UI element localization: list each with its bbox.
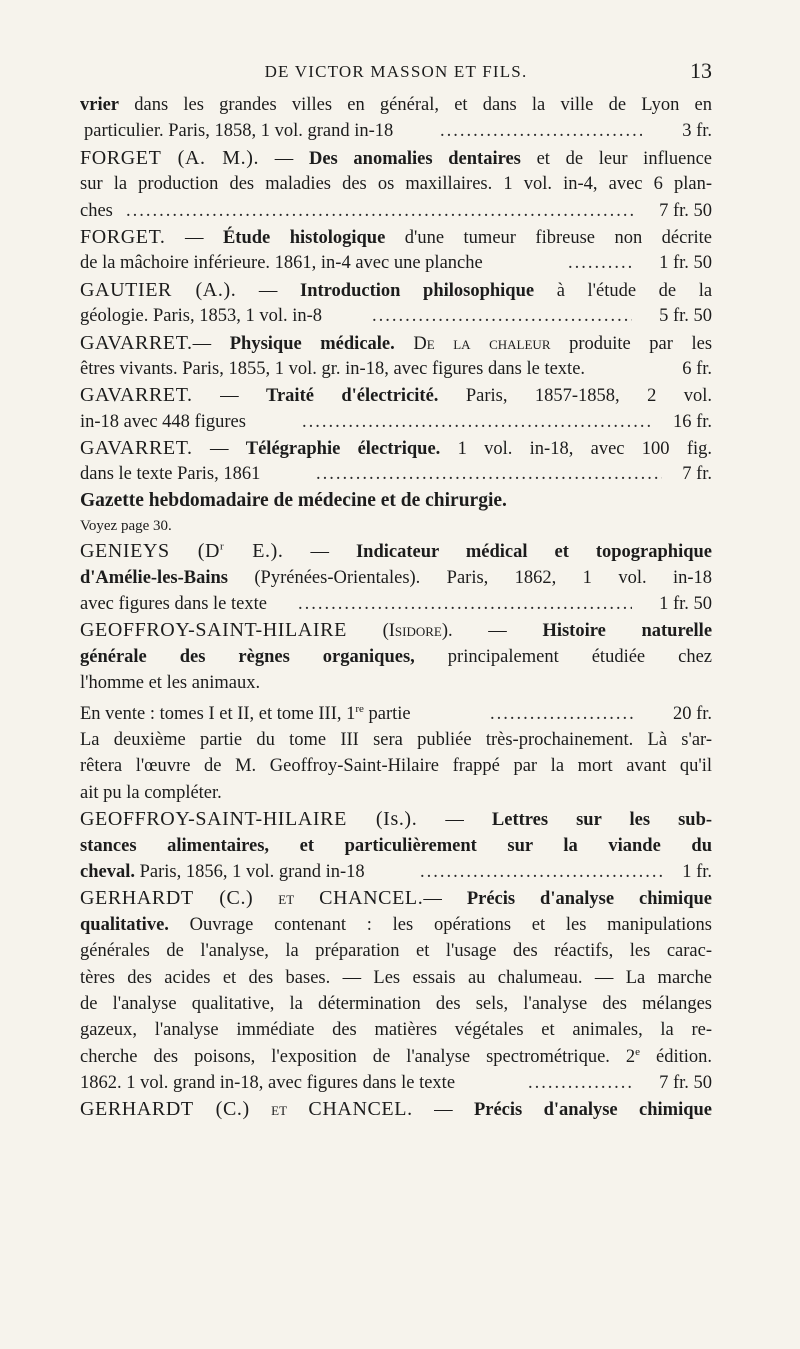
leader-dots [126, 198, 634, 224]
entry-title: Précis d'analyse chimique [466, 889, 712, 910]
entry-line [80, 250, 712, 276]
superscript: re [355, 702, 364, 715]
entry-line [80, 591, 712, 617]
entry-title: Indicateur médical et topographique [355, 542, 713, 563]
entry-text: ait pu la compléter. [80, 782, 222, 803]
entry-text [80, 704, 411, 724]
entry-text: (Pyrénées-Orientales). Paris, 1862, 1 vol. in-18 [254, 567, 713, 588]
entry-text: particulier. Paris, 1858, 1 vol. grand in-18 [84, 121, 394, 142]
entry-title: stances alimentaires, et particulièrement sur la viande du [80, 835, 712, 856]
entry-text: Ouvrage contenant : les opérations et les manipulations [189, 914, 712, 935]
leader-dots [372, 303, 632, 329]
entry-line [80, 727, 712, 753]
entry-line [80, 330, 712, 356]
entry-line [80, 780, 712, 806]
entry-title: Introduction philosophique [300, 280, 535, 301]
entry-line [80, 670, 712, 696]
dash: — [192, 333, 212, 354]
entry-text: l'homme et les animaux. [80, 673, 261, 694]
entry-line [80, 938, 712, 964]
entry-line [80, 859, 712, 885]
entry-title: générale des règnes organiques, [80, 646, 415, 667]
cross-reference-note: Voyez page 30. [80, 518, 172, 535]
entry-author: GEOFFROY-SAINT-HILAIRE (Is.). [80, 808, 418, 831]
entry-price: 7 fr. [682, 464, 712, 485]
entry-title: cheval. [80, 861, 135, 882]
entry-author: FORGET. [80, 225, 166, 248]
entry-author: GAUTIER (A.). [80, 278, 237, 301]
dash: — [310, 542, 329, 563]
entry-line [80, 92, 712, 118]
entry-line [80, 1017, 712, 1043]
entry-line [80, 965, 712, 991]
entry-text: dans les grandes villes en général, et dans la ville de Lyon en [134, 95, 713, 115]
page-number: 13 [690, 58, 712, 83]
entry-author: CHANCEL. [319, 887, 424, 910]
availability-text-end: partie [363, 703, 411, 724]
entry-text: dans le texte Paris, 1861 [80, 464, 261, 485]
entry-price: 6 fr. [682, 358, 712, 379]
entry-price: 16 fr. [672, 411, 712, 432]
entry-price: 3 fr. [682, 121, 712, 142]
leader-dots [298, 591, 632, 617]
conjunction: et [278, 889, 295, 910]
entry-author [80, 540, 284, 562]
entry-author: GAVARRET. [80, 331, 193, 354]
entry-text: sur la production des maladies des os maxillaires. 1 vol. in-4, avec 6 plan- [80, 174, 712, 195]
entry-line [80, 1070, 712, 1096]
entry-author: FORGET (A. M.). [80, 146, 260, 169]
entry-title: Étude histologique [222, 227, 386, 248]
running-title: DE VICTOR MASSON ET FILS. [264, 62, 528, 81]
entry-text: cherche des poisons, l'exposition de l'analyse spectrométrique. 2 [80, 1046, 636, 1067]
entry-line [80, 171, 712, 197]
superscript: r [220, 540, 225, 553]
leader-dots [302, 409, 650, 435]
entry-line [80, 806, 712, 832]
entry-line [80, 409, 712, 435]
entry-price: 7 fr. 50 [659, 200, 712, 221]
entry-author: GAVARRET. [80, 437, 193, 460]
entry-line [80, 644, 712, 670]
entry-text: La deuxième partie du tome III sera publiée très-prochainement. Là s'ar- [80, 729, 712, 750]
entry-text: de la mâchoire inférieure. 1861, in-4 avec une planche [80, 253, 483, 274]
entry-price: 1 fr. 50 [659, 253, 712, 274]
entry-text: tères des acides et des bases. — Les essais au chalumeau. — La marche [80, 967, 712, 988]
leader-dots [490, 701, 636, 727]
superscript: e [635, 1045, 641, 1058]
entry-title: Précis d'analyse chimique [473, 1100, 712, 1121]
entry-line [80, 912, 712, 938]
entry-line [80, 118, 712, 144]
entry-price: 20 fr. [672, 703, 712, 724]
entry-line [80, 198, 712, 224]
leader-dots [440, 118, 642, 144]
entry-author: GERHARDT (C.) [80, 887, 254, 910]
entry-title: Lettres sur les sub- [491, 810, 713, 831]
dash: — [258, 280, 278, 301]
entry-text: ches [80, 200, 113, 221]
entry-line [80, 833, 712, 859]
entry-line [80, 565, 712, 591]
dash: — [220, 386, 239, 407]
entry-line [80, 435, 712, 461]
entry-text: Paris, 1857-1858, 2 vol. [465, 386, 713, 407]
conjunction: et [271, 1100, 288, 1121]
entry-title: Télégraphie électrique. [245, 439, 441, 460]
availability-text: En vente : tomes I et II, et tome III, 1 [80, 703, 356, 724]
dash: — [184, 227, 204, 248]
dash: — [488, 621, 507, 642]
entry-line [80, 488, 712, 514]
entry-author: GERHARDT (C.) [80, 1098, 250, 1121]
entry-line [80, 303, 712, 329]
dash: — [445, 810, 464, 831]
entry-text: géologie. Paris, 1853, 1 vol. in-8 [80, 306, 323, 327]
entry-text [80, 1047, 712, 1067]
entry-line [80, 356, 712, 382]
entry-title: Des anomalies dentaires [308, 148, 521, 169]
entry-line [80, 538, 712, 564]
entry-line [80, 885, 712, 911]
entry-price: 1 fr. [682, 861, 712, 882]
page-header [80, 58, 712, 88]
entry-price: 5 fr. 50 [659, 306, 712, 327]
entry-text: de l'analyse qualitative, la détermination des sels, l'analyse des mélanges [80, 993, 712, 1014]
dash: — [274, 148, 294, 169]
entry-text: édition. [640, 1046, 712, 1067]
entry-text: et de leur influence [536, 148, 713, 169]
entry-text: produite par les [569, 333, 713, 354]
entry-text: in-18 avec 448 figures [80, 411, 246, 432]
entry-line [80, 224, 712, 250]
entry-text: gazeux, l'analyse immédiate des matières végétales et animales, la re- [80, 1020, 712, 1041]
author-initial: E.). [224, 540, 284, 563]
leader-dots [420, 859, 662, 885]
entry-line [80, 461, 712, 487]
entry-line [80, 1096, 712, 1122]
dash: — [423, 889, 442, 910]
entry-line [80, 701, 712, 727]
entry-author: GAVARRET. [80, 384, 193, 407]
entry-line [80, 277, 712, 303]
entry-title: Physique médicale. [229, 333, 395, 354]
entry-text: êtres vivants. Paris, 1855, 1 vol. gr. in-18, avec figures dans le texte. [80, 358, 586, 379]
entry-title: d'Amélie-les-Bains [80, 567, 228, 588]
entry-title: Histoire naturelle [542, 621, 713, 642]
entry-author: CHANCEL. [308, 1098, 413, 1121]
entry-line [80, 753, 712, 779]
dash: — [209, 439, 229, 460]
leader-dots [528, 1070, 632, 1096]
entry-line [80, 991, 712, 1017]
entry-text: 1 vol. in-18, avec 100 fig. [457, 439, 713, 460]
entry-text: d'une tumeur fibreuse non décrite [404, 227, 713, 248]
entry-text [80, 862, 365, 882]
entry-line [80, 382, 712, 408]
entry-text: avec figures dans le texte [80, 594, 267, 615]
leader-dots [316, 461, 662, 487]
entry-author: GEOFFROY-SAINT-HILAIRE [80, 619, 347, 642]
entry-title: Traité d'électricité. [266, 386, 439, 407]
entry-title: qualitative. [80, 914, 169, 935]
entry-text: rêtera l'œuvre de M. Geoffroy-Saint-Hilaire frappé par la mort avant qu'il [80, 756, 712, 777]
entry-line [80, 145, 712, 171]
author-name: GENIEYS (D [80, 540, 221, 563]
entry-subtitle: De la chaleur [413, 333, 551, 354]
entry-text: 1862. 1 vol. grand in-18, avec figures dans le texte [80, 1073, 456, 1094]
dash: — [434, 1100, 453, 1121]
catalogue-body [80, 92, 712, 1123]
entry-title: Gazette hebdomadaire de médecine et de chirurgie. [80, 489, 507, 511]
entry-price: 7 fr. 50 [659, 1073, 712, 1094]
entry-text: à l'étude de la [556, 280, 713, 301]
entry-text: Paris, 1856, 1 vol. grand in-18 [139, 861, 365, 882]
entry-price: 1 fr. 50 [659, 594, 712, 615]
entry-title: vrier [80, 95, 120, 115]
entry-line [80, 617, 712, 643]
entry-text: générales de l'analyse, la préparation et l'usage des réactifs, les carac- [80, 941, 712, 962]
entry-line [80, 1044, 712, 1070]
entry-line [80, 514, 712, 538]
entry-text: principalement étudiée chez [447, 646, 712, 667]
author-firstname: (Isidore). [382, 621, 453, 642]
leader-dots [568, 250, 632, 276]
